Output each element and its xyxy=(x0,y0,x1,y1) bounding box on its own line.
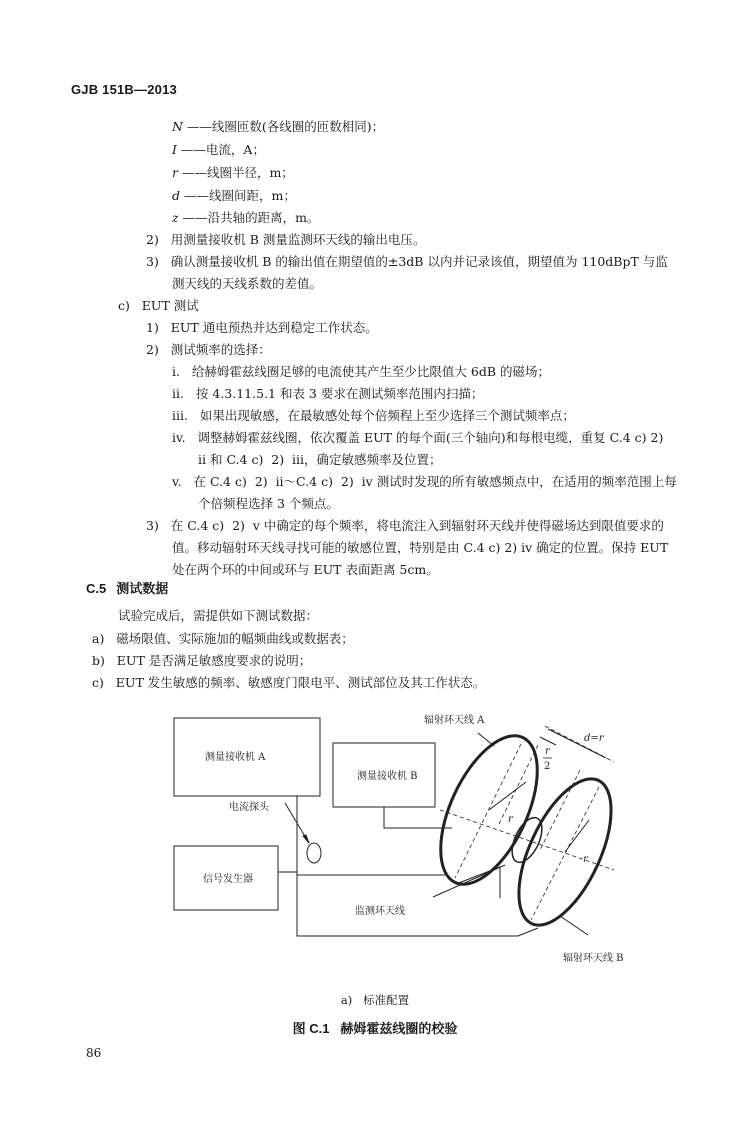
eut-step-3-line1: 3) 在 C.4 c) 2) v 中确定的每个频率，将电流注入到辐射环天线并使得磁场达到限值要求的 xyxy=(146,518,664,533)
eut-step-2-iv-line2: ii 和 C.4 c) 2) iii，确定敏感频率及位置； xyxy=(198,452,442,467)
current-probe-label: 电流探头 xyxy=(229,802,269,813)
section-item-c: c) EUT 发生敏感的频率、敏感度门限电平、测试部位及其工作状态。 xyxy=(92,675,486,690)
eut-step-3-line3: 处在两个环的中间或环与 EUT 表面距离 5cm。 xyxy=(172,562,439,577)
eut-step-2-ii: ii. 按 4.3.11.5.1 和表 3 要求在测试频率范围内扫描； xyxy=(172,386,484,401)
step-3-line2: 测天线的天线系数的差值。 xyxy=(172,276,323,291)
half-radius-numerator: r xyxy=(545,746,550,757)
eut-step-2-iv-line1: iv. 调整赫姆霍兹线圈，依次覆盖 EUT 的每个面(三个轴向)和每根电缆，重复 C.4 c) 2) xyxy=(172,430,664,445)
eut-step-2-i: i. 给赫姆霍兹线圈足够的电流使其产生至少比限值大 6dB 的磁场； xyxy=(172,364,550,379)
wire-receiver-a xyxy=(297,796,448,875)
radiating-loop-b-label: 辐射环天线 B xyxy=(563,953,624,964)
section-title: 测试数据 xyxy=(116,581,169,596)
step-2: 2) 用测量接收机 B 测量监测环天线的输出电压。 xyxy=(146,232,426,247)
section-item-b: b) EUT 是否满足敏感度要求的说明； xyxy=(92,653,312,668)
figure-subcaption: a) 标准配置 xyxy=(340,993,410,1007)
eut-step-2-v-line2: 个倍频程选择 3 个频点。 xyxy=(198,496,339,511)
eut-step-1: 1) EUT 通电预热并达到稳定工作状态。 xyxy=(146,320,378,335)
monitoring-loop-label: 监测环天线 xyxy=(355,906,405,917)
definition-d: d ——线圈间距，m； xyxy=(172,188,296,203)
eut-step-3-line2: 值。移动辐射环天线寻找可能的敏感位置，特别是由 C.4 c) 2) iv 确定的位置。保持 EUT xyxy=(172,540,669,555)
eut-step-2-v-line1: v. 在 C.4 c) 2) ii～C.4 c) 2) iv 测试时发现的所有敏感频点中，在适用的频率范围上每 xyxy=(172,474,677,489)
eut-step-2: 2) 测试频率的选择： xyxy=(146,342,271,357)
definition-z: z ——沿共轴的距离，m。 xyxy=(172,210,320,225)
step-3-line1: 3) 确认测量接收机 B 的输出值在期望值的±3dB 以内并记录该值，期望值为 110dBpT 与监 xyxy=(146,254,668,269)
definition-i: I ——电流，A； xyxy=(172,142,265,157)
wire-signal-b xyxy=(297,872,538,936)
definition-n: N ——线圈匝数(各线圈的匝数相同)； xyxy=(172,119,385,134)
receiver-b-label: 测量接收机 B xyxy=(357,771,418,782)
current-probe xyxy=(307,843,321,863)
radius-label-a: r xyxy=(508,814,513,825)
radiating-loop-a-label: 辐射环天线 A xyxy=(424,715,485,726)
eut-test-heading: c) EUT 测试 xyxy=(118,298,199,313)
section-item-a: a) 磁场限值、实际施加的幅频曲线或数据表； xyxy=(92,631,354,646)
receiver-a-label: 测量接收机 A xyxy=(205,752,266,763)
spacing-label: d=r xyxy=(584,733,604,744)
wire-loop-link xyxy=(456,867,500,898)
wire-receiver-b xyxy=(384,807,452,828)
eut-step-2-iii: iii. 如果出现敏感，在最敏感处每个倍频程上至少选择三个测试频率点； xyxy=(172,408,575,423)
section-number: C.5 xyxy=(86,581,107,596)
document-code-header: GJB 151B—2013 xyxy=(71,82,177,97)
figure-caption: 图 C.1 赫姆霍兹线圈的校验 xyxy=(292,1021,458,1036)
signal-generator-label: 信号发生器 xyxy=(203,874,253,885)
radius-label-b: r xyxy=(583,854,588,865)
section-intro: 试验完成后，需提供如下测试数据： xyxy=(118,608,319,623)
page-number: 86 xyxy=(86,1046,102,1060)
half-radius-denominator: 2 xyxy=(544,761,551,772)
definition-r: r ——线圈半径，m； xyxy=(172,165,294,180)
